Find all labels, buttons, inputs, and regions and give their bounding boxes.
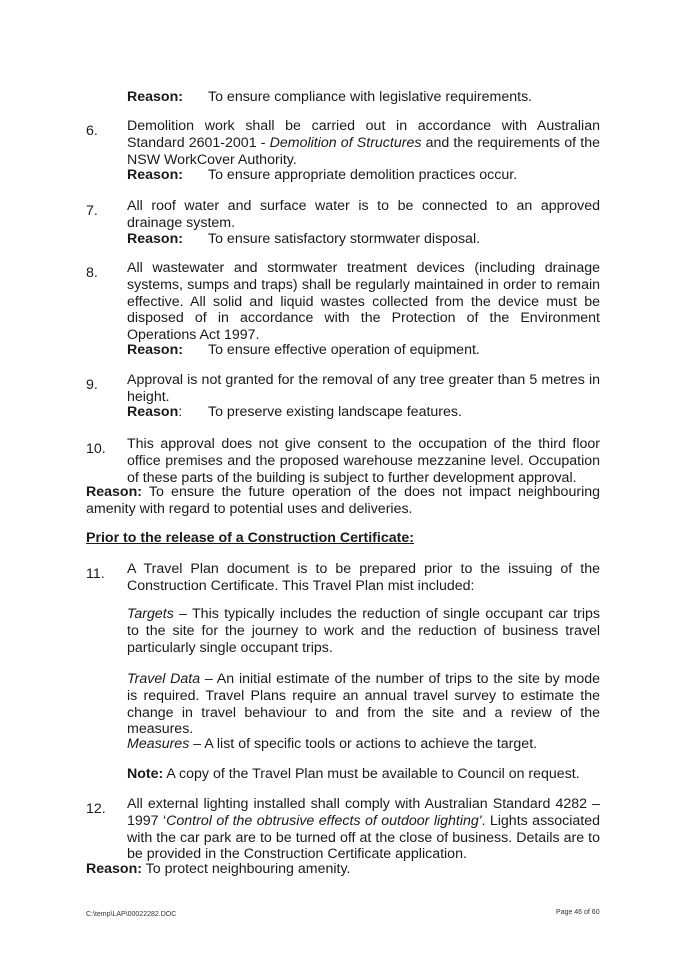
item9-reason: [127, 404, 600, 421]
item6-reason: [127, 167, 600, 184]
item7-reason: [127, 231, 600, 248]
reason-label: Reason:: [127, 342, 183, 358]
item11-measures: [127, 736, 600, 753]
item-number: 6.: [86, 123, 98, 139]
item12-text: [127, 796, 600, 863]
measures-label: Measures: [127, 736, 190, 752]
item8-reason: [127, 342, 600, 359]
item11-note: [127, 766, 600, 783]
reason-label: Reason:: [127, 167, 183, 183]
targets-text: – This typically includes the reduction of single occupant car trips to the site for the journey to work and the reduction of business travel particularly single occupant trips.: [127, 606, 600, 656]
item-number: 8.: [86, 265, 98, 281]
reason-text: To protect neighbouring amenity.: [141, 861, 351, 877]
item-number: 10.: [86, 441, 106, 457]
item12-text-italic: Control of the obtrusive effects of outdoor lighting': [166, 812, 482, 829]
reason-text: To ensure appropriate demolition practices occur.: [208, 167, 518, 183]
targets-label: Targets: [127, 606, 174, 622]
reason-text: To ensure the future operation of the does not impact neighbouring amenity with regard to potential uses and deliveries.: [86, 484, 600, 517]
item5-reason: [127, 89, 600, 106]
note-label: Note:: [127, 766, 164, 782]
reason-label: [127, 404, 208, 421]
reason-text: To ensure compliance with legislative requirements.: [208, 89, 533, 105]
item-number: 11.: [86, 566, 105, 582]
reason-label: Reason:: [86, 861, 142, 877]
reason-text: To ensure effective operation of equipment.: [208, 342, 480, 358]
item6-text-a: Demolition work shall be carried out in accordance with Australian Standard 2601-2001 -: [127, 118, 600, 151]
item10-text: This approval does not give consent to the occupation of the third floor office premises and the proposed warehouse mezzanine level. Occupation of these parts of the building is subject to further development approval.: [127, 436, 600, 486]
item8-text: All wastewater and stormwater treatment devices (including drainage systems, sumps and traps) shall be regularly maintained in order to remain effective. All solid and liquid wastes collected from the device must be disposed of in accordance with the Protection of the Environment Operations Act 1997.: [127, 260, 600, 344]
item11-travel-data: [127, 671, 600, 738]
item12-text-a: All external lighting installed shall comply with Australian Standard 4282 – 1997 ‘: [127, 796, 600, 829]
footer-file-path: C:\temp\LAP\00022282.DOC: [86, 911, 177, 918]
item6-text: [127, 118, 600, 168]
item-number: 12.: [86, 801, 106, 817]
item-number: 9.: [86, 377, 98, 393]
item-number: 7.: [86, 203, 98, 219]
item12-reason: [86, 861, 600, 878]
section-heading: Prior to the release of a Construction Certificate:: [86, 530, 414, 546]
reason-colon: :: [178, 404, 183, 420]
reason-label: Reason:: [127, 231, 183, 247]
item11-text: A Travel Plan document is to be prepared prior to the issuing of the Construction Certificate. This Travel Plan mist included:: [127, 561, 600, 594]
item7-text: All roof water and surface water is to be connected to an approved drainage system.: [127, 198, 600, 231]
reason-label: Reason:: [127, 89, 183, 105]
note-text: A copy of the Travel Plan must be available to Council on request.: [163, 766, 580, 782]
item12-text-b: . Lights associated with the car park are to be turned off at the close of business. Details are to be provided in the Construction Certificate application.: [127, 812, 601, 863]
reason-text: To ensure satisfactory stormwater disposal.: [208, 231, 481, 247]
item6-text-italic: Demolition of Structures: [269, 134, 422, 151]
item10-reason: [86, 484, 600, 518]
item11-targets: [127, 606, 600, 656]
reason-label: Reason:: [86, 484, 142, 500]
travel-data-text: – An initial estimate of the number of trips to the site by mode is required. Travel Plans require an annual travel survey to estimate the change in travel behaviour to and from the site and a review of the measures.: [127, 671, 600, 738]
measures-text: – A list of specific tools or actions to achieve the target.: [189, 736, 538, 752]
reason-text: To preserve existing landscape features.: [208, 404, 462, 420]
footer-page-number: Page 46 of 60: [556, 909, 600, 916]
item6-text-b: and the requirements of the NSW WorkCover Authority.: [127, 134, 600, 168]
travel-data-label: Travel Data: [127, 671, 201, 687]
item9-text: Approval is not granted for the removal of any tree greater than 5 metres in height.: [127, 372, 600, 405]
reason-label-word: Reason: [127, 404, 179, 420]
